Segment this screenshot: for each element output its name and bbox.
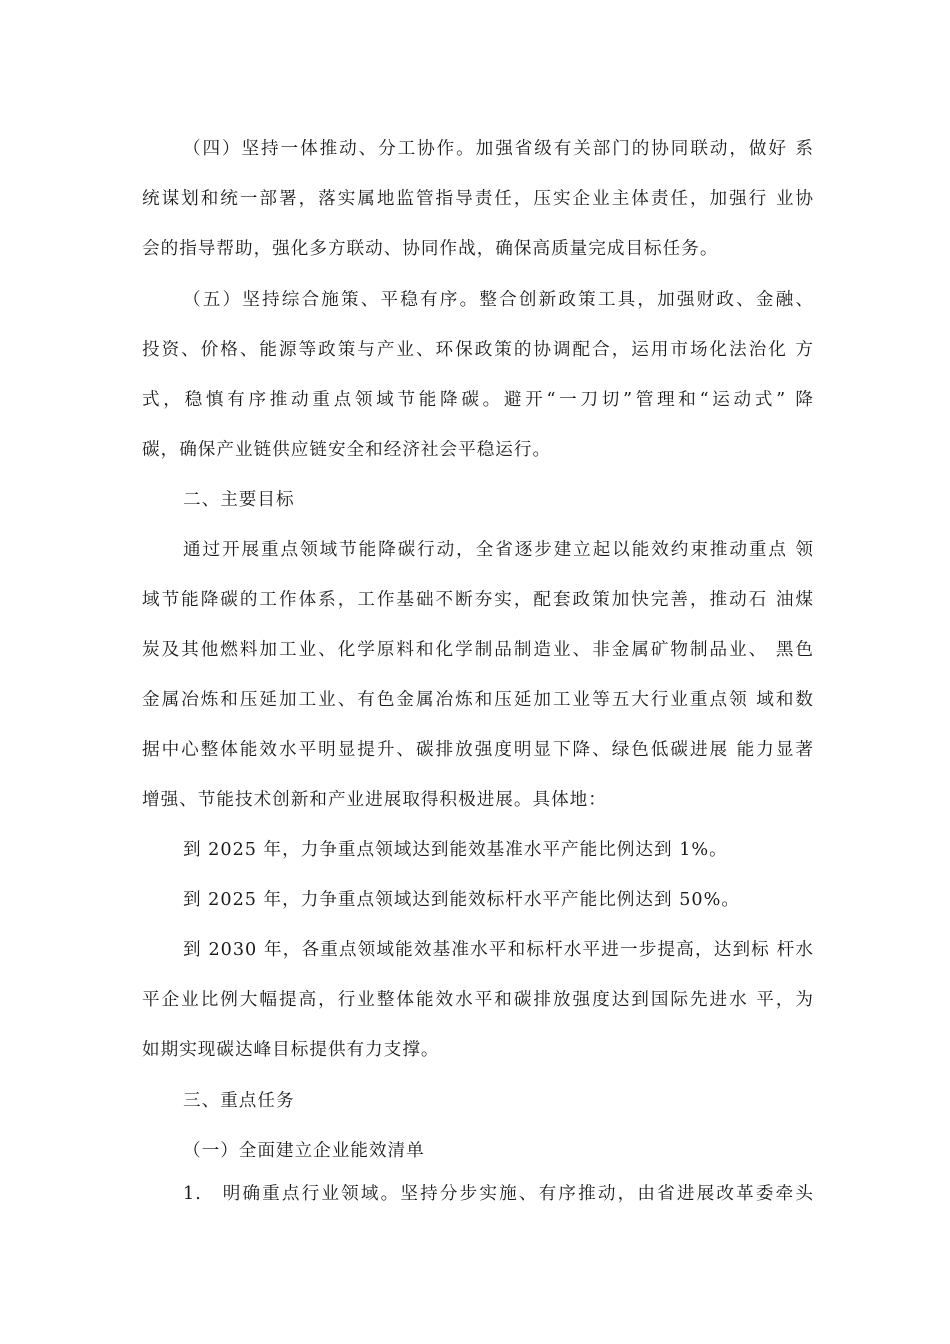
paragraph-5-line-3: 式，稳慎有序推动重点领域节能降碳。避开“一刀切”管理和“运动式” 降	[142, 390, 814, 410]
paragraph-5-line-1: （五）坚持综合施策、平稳有序。整合创新政策工具，加强财政、金融、	[183, 290, 814, 310]
target-2030-line-1: 到 2030 年，各重点领域能效基准水平和标杆水平进一步提高，达到标 杆水	[183, 940, 814, 960]
goals-paragraph-line-1: 通过开展重点领域节能降碳行动，全省逐步建立起以能效约束推动重点 领	[183, 540, 814, 560]
subsection-heading-efficiency-list: （一）全面建立企业能效清单	[183, 1141, 425, 1161]
paragraph-5-line-4: 碳，确保产业链供应链安全和经济社会平稳运行。	[142, 440, 552, 460]
paragraph-4-line-1: （四）坚持一体推动、分工协作。加强省级有关部门的协同联动，做好 系	[183, 139, 814, 159]
section-heading-goals: 二、主要目标	[183, 490, 295, 510]
target-2030-line-2: 平企业比例大幅提高，行业整体能效水平和碳排放强度达到国际先进水 平，为	[142, 990, 814, 1010]
paragraph-5-line-2: 投资、价格、能源等政策与产业、环保政策的协调配合，运用市场化法治化 方	[142, 340, 814, 360]
task-1-line-1: 1. 明确重点行业领域。坚持分步实施、有序推动，由省进展改革委牵头	[183, 1184, 814, 1204]
goals-paragraph-line-2: 域节能降碳的工作体系，工作基础不断夯实，配套政策加快完善，推动石 油煤	[142, 590, 814, 610]
goals-paragraph-line-4: 金属冶炼和压延加工业、有色金属冶炼和压延加工业等五大行业重点领 域和数	[142, 690, 814, 710]
goals-paragraph-line-5: 据中心整体能效水平明显提升、碳排放强度明显下降、绿色低碳进展 能力显著	[142, 740, 814, 760]
target-2025-benchmark: 到 2025 年，力争重点领域达到能效标杆水平产能比例达到 50%。	[183, 890, 740, 910]
paragraph-4-line-3: 会的指导帮助，强化多方联动、协同作战，确保高质量完成目标任务。	[142, 239, 719, 259]
target-2030-line-3: 如期实现碳达峰目标提供有力支撑。	[142, 1040, 440, 1060]
goals-paragraph-line-6: 增强、节能技术创新和产业进展取得积极进展。具体地：	[142, 790, 607, 810]
paragraph-4-line-2: 统谋划和统一部署，落实属地监管指导责任，压实企业主体责任，加强行 业协	[142, 189, 814, 209]
goals-paragraph-line-3: 炭及其他燃料加工业、化学原料和化学制品制造业、非金属矿物制品业、 黑色	[142, 640, 814, 660]
target-2025-baseline: 到 2025 年，力争重点领域达到能效基准水平产能比例达到 1%。	[183, 840, 728, 860]
section-heading-tasks: 三、重点任务	[183, 1091, 295, 1111]
